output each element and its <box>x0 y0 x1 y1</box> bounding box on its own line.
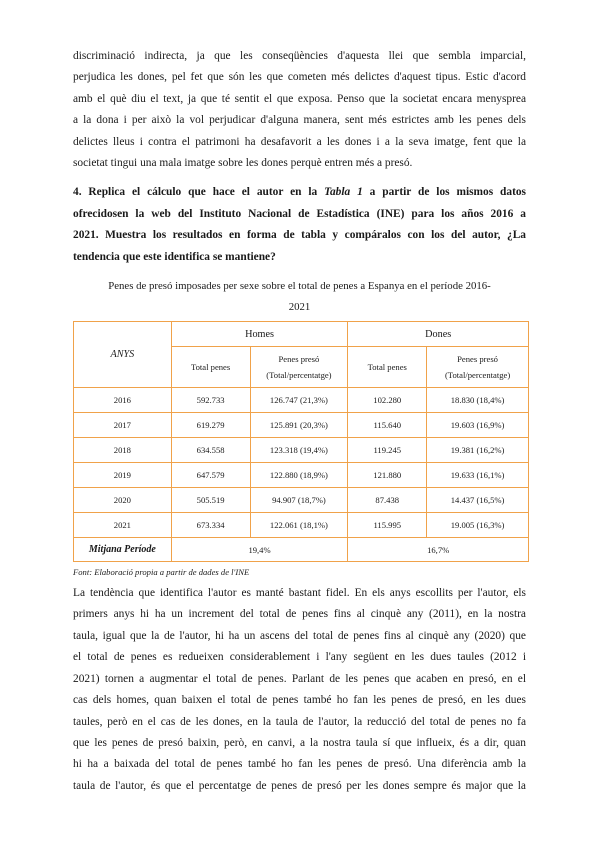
caption-line: Penes de presó imposades per sexe sobre el total de penes a Espanya en el període 2016- <box>108 280 491 293</box>
year-header: ANYS <box>74 322 172 388</box>
paragraph-analysis <box>73 583 526 797</box>
cell-year: 2019 <box>74 463 172 488</box>
question-heading <box>73 182 526 268</box>
group-header-women: Dones <box>348 322 529 347</box>
cell-men-total: 505.519 <box>171 488 250 513</box>
cell-men-prison: 125.891 (20,3%) <box>250 413 348 438</box>
cell-men-total: 647.579 <box>171 463 250 488</box>
cell-women-total: 121.880 <box>348 463 427 488</box>
cell-men-total: 619.279 <box>171 413 250 438</box>
cell-women-prison: 19.633 (16,1%) <box>427 463 529 488</box>
cell-year: 2018 <box>74 438 172 463</box>
table-source: Font: Elaboració propia a partir de dades de l'INE <box>73 567 250 578</box>
text-line: La tendència que identifica l'autor es manté bastant fidel. En els anys escollits per l'autor, els <box>73 587 526 600</box>
text-line: que les penes de presó baixin, però, en canvi, a la nostra taula sí que influeix, és a dir, quan <box>73 736 526 749</box>
cell-women-prison: 14.437 (16,5%) <box>427 488 529 513</box>
cell-year: 2021 <box>74 513 172 538</box>
penalties-table <box>73 321 529 562</box>
question-line: ofrecidosen la web del Instituto Nacional de Estadística (INE) para los años 2016 a <box>73 207 526 220</box>
table-row <box>74 438 529 463</box>
average-men: 19,4% <box>171 538 348 562</box>
cell-men-total: 592.733 <box>171 388 250 413</box>
column-header-total: Total penes <box>171 347 250 388</box>
table-row <box>74 413 529 438</box>
average-row <box>74 538 529 562</box>
cell-men-prison: 126.747 (21,3%) <box>250 388 348 413</box>
cell-men-prison: 122.061 (18,1%) <box>250 513 348 538</box>
table-row <box>74 488 529 513</box>
cell-women-total: 102.280 <box>348 388 427 413</box>
cell-women-total: 115.640 <box>348 413 427 438</box>
table-row <box>74 513 529 538</box>
column-header-prison: Penes presó (Total/percentatge) <box>250 347 348 388</box>
text-line: 2021) tornen a augmentar el total de penes. Parlant de les penes que acaben en presó, en el <box>73 672 526 685</box>
text-line: taula de l'autor, és que el percentatge de penes de presó per les dones sempre és major que la <box>73 779 526 792</box>
cell-women-total: 119.245 <box>348 438 427 463</box>
cell-men-total: 673.334 <box>171 513 250 538</box>
column-header-total: Total penes <box>348 347 427 388</box>
text-line: primers anys hi ha un increment del total de penes fins al cinquè any (2011), en la nostra <box>73 608 526 621</box>
text-line: taules, però en el cas de les dones, en la taula de l'autor, la reducció del total de penes no fa <box>73 715 526 728</box>
text-line: el total de penes es redueixen considerablement i l'any següent en les dues taules (2012 i <box>73 651 526 664</box>
table-row <box>74 388 529 413</box>
text-line: amb el què diu el text, ja que té sentit el que exposa. Penso que la societat encara menysprea <box>73 92 526 105</box>
cell-year: 2016 <box>74 388 172 413</box>
cell-women-prison: 19.603 (16,9%) <box>427 413 529 438</box>
cell-women-total: 115.995 <box>348 513 427 538</box>
cell-men-prison: 123.318 (19,4%) <box>250 438 348 463</box>
table-row <box>74 463 529 488</box>
cell-women-prison: 19.381 (16,2%) <box>427 438 529 463</box>
text-line: discriminació indirecta, ja que les conseqüències d'aquesta llei que sembla imparcial, <box>73 50 526 62</box>
document-page <box>73 46 526 797</box>
cell-women-prison: 18.830 (18,4%) <box>427 388 529 413</box>
question-line: 2021. Muestra los resultados en forma de tabla y compáralos con los del autor, ¿La <box>73 229 526 242</box>
table-caption <box>73 276 526 318</box>
text-line: a la dona i per això la vol perjudicar d'alguna manera, sent més estrictes amb les penes dels <box>73 114 526 127</box>
text-line: cas dels homes, quan baixen el total de penes també ho fan les penes de presó, en les dues <box>73 694 526 707</box>
caption-line: 2021 <box>288 301 311 314</box>
average-label: Mitjana Període <box>74 538 172 562</box>
cell-men-prison: 122.880 (18,9%) <box>250 463 348 488</box>
text-line: hi ha a baixada del total de penes també ho fan les penes de presó. Una diferència amb la <box>73 758 526 771</box>
cell-men-total: 634.558 <box>171 438 250 463</box>
column-header-prison: Penes presó (Total/percentatge) <box>427 347 529 388</box>
text-line: societat tingui una mala imatge sobre les dones perquè entren més a presó. <box>73 157 413 170</box>
cell-women-prison: 19.005 (16,3%) <box>427 513 529 538</box>
group-header-men: Homes <box>171 322 348 347</box>
paragraph-intro <box>73 46 526 174</box>
cell-women-total: 87.438 <box>348 488 427 513</box>
question-table-ref: Tabla 1 <box>324 186 363 199</box>
average-women: 16,7% <box>348 538 529 562</box>
text-line: delictes lleus i contra el patrimoni ha desafavorit a les dones i a la seva imatge, fent que la <box>73 135 526 148</box>
text-line: taula, igual que la de l'autor, hi ha un ascens del total de penes fins al cinquè any (2020) que <box>73 629 526 642</box>
text-line: perjudica les dones, pel fet que són les que cometen més delictes d'aquest tipus. Estic d'acord <box>73 71 526 84</box>
cell-year: 2020 <box>74 488 172 513</box>
question-line <box>73 182 526 203</box>
question-line: tendencia que este identifica se mantiene? <box>73 250 276 263</box>
question-text: a partir de los mismos datos <box>362 186 526 199</box>
cell-men-prison: 94.907 (18,7%) <box>250 488 348 513</box>
cell-year: 2017 <box>74 413 172 438</box>
question-text: 4. Replica el cálculo que hace el autor en la <box>73 186 325 199</box>
